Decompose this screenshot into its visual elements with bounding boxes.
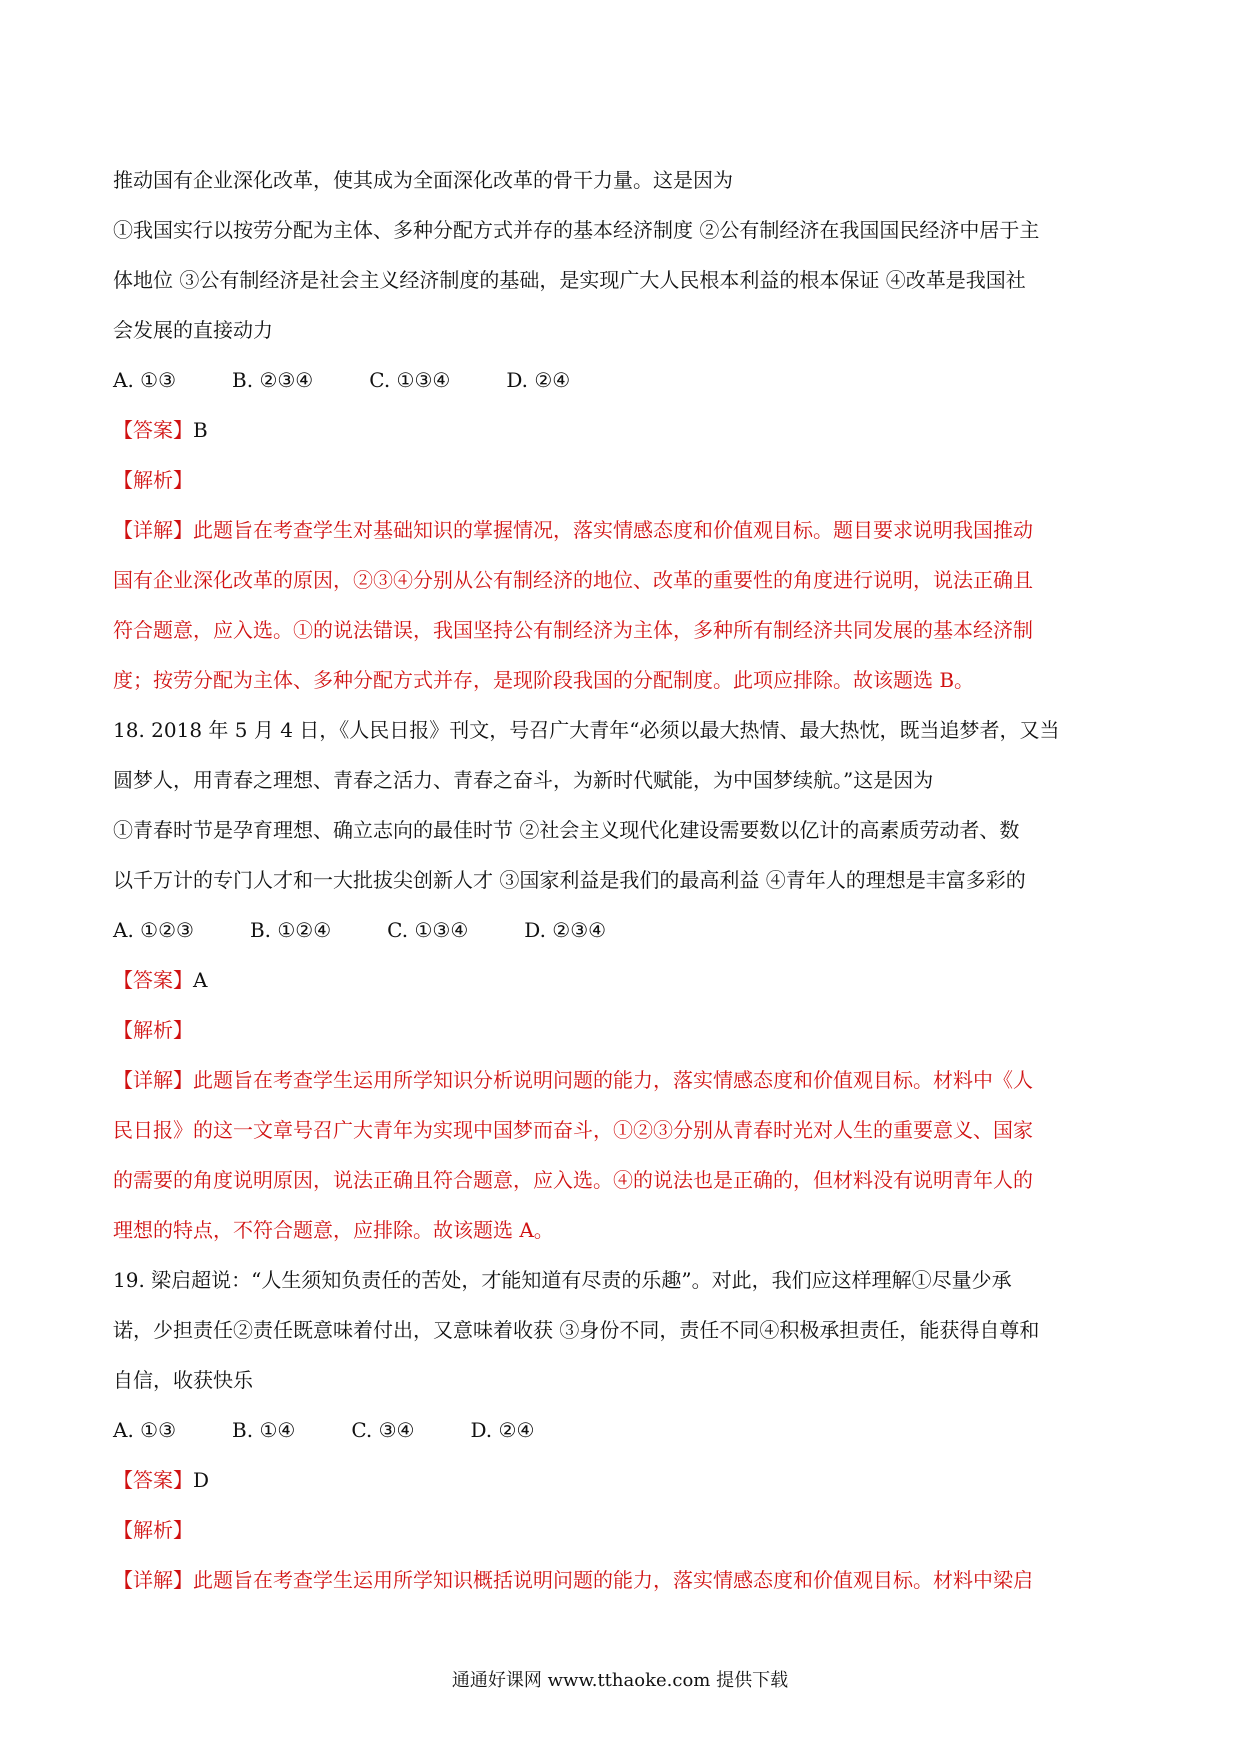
- q18-answer-label: 【答案】: [113, 968, 193, 992]
- q19-answer: [113, 1455, 1133, 1505]
- q18-detail-line-4: 理想的特点，不符合题意，应排除。故该题选 A。: [113, 1218, 554, 1242]
- document-content: [113, 155, 1133, 1605]
- q17-answer-value: B: [193, 418, 208, 442]
- q17-detail-label: 【详解】: [113, 518, 193, 542]
- q18-option-d: D. ②③④: [524, 918, 607, 942]
- q19-option-b: B. ①④: [232, 1418, 296, 1442]
- q17-detail-text-1: 此题旨在考查学生对基础知识的掌握情况，落实情感态度和价值观目标。题目要求说明我国推动: [193, 518, 1033, 542]
- q17-option-d: D. ②④: [506, 368, 571, 392]
- q19-stem-line-3: 自信，收获快乐: [113, 1368, 253, 1392]
- q17-detail-line-1: [113, 505, 1133, 555]
- q17-analysis: [113, 455, 1133, 505]
- q19-option-c: C. ③④: [351, 1418, 415, 1442]
- q17-detail-line-3: 符合题意，应入选。①的说法错误，我国坚持公有制经济为主体，多种所有制经济共同发展的基本经济制: [113, 618, 1033, 642]
- q17-statements-line-1: ①我国实行以按劳分配为主体、多种分配方式并存的基本经济制度 ②公有制经济在我国国民经济中居于主: [113, 218, 1040, 242]
- q19-stem-line-2: 诺，少担责任②责任既意味着付出，又意味着收获 ③身份不同，责任不同④积极承担责任，能获得自尊和: [113, 1318, 1040, 1342]
- q18-stem-line-1: 18. 2018 年 5 月 4 日，《人民日报》刊文，号召广大青年“必须以最大热情、最大热忱，既当追梦者，又当: [113, 718, 1060, 742]
- q18-option-c: C. ①③④: [387, 918, 469, 942]
- q17-option-b: B. ②③④: [232, 368, 314, 392]
- q17-answer: [113, 405, 1133, 455]
- q17-detail-line-2: 国有企业深化改革的原因，②③④分别从公有制经济的地位、改革的重要性的角度进行说明，说法正确且: [113, 568, 1033, 592]
- q18-option-a: A. ①②③: [113, 918, 194, 942]
- q17-analysis-label: 【解析】: [113, 468, 193, 492]
- q17-detail-line-4: 度；按劳分配为主体、多种分配方式并存，是现阶段我国的分配制度。此项应排除。故该题选 B。: [113, 668, 975, 692]
- q18-detail-line-1: [113, 1055, 1133, 1105]
- q18-options: [113, 905, 1133, 955]
- q18-stem-line-2: 圆梦人，用青春之理想、青春之活力、青春之奋斗，为新时代赋能，为中国梦续航。”这是因为: [113, 768, 934, 792]
- q18-answer-value: A: [193, 968, 208, 992]
- q19-option-d: D. ②④: [470, 1418, 535, 1442]
- q18-analysis-label: 【解析】: [113, 1018, 193, 1042]
- q19-option-a: A. ①③: [113, 1418, 177, 1442]
- q18-statements-line-2: 以千万计的专门人才和一大批拔尖创新人才 ③国家利益是我们的最高利益 ④青年人的理想是丰富多彩的: [113, 868, 1026, 892]
- q19-answer-label: 【答案】: [113, 1468, 193, 1492]
- q18-detail-label: 【详解】: [113, 1068, 193, 1092]
- page-footer: 通通好课网 www.tthaoke.com 提供下载: [451, 1670, 789, 1691]
- q19-analysis: [113, 1505, 1133, 1555]
- q18-detail-text-1: 此题旨在考查学生运用所学知识分析说明问题的能力，落实情感态度和价值观目标。材料中《人: [193, 1068, 1033, 1092]
- q17-statements-line-3: 会发展的直接动力: [113, 318, 273, 342]
- q18-answer: [113, 955, 1133, 1005]
- q17-option-a: A. ①③: [113, 368, 177, 392]
- q19-options: [113, 1405, 1133, 1455]
- q19-answer-value: D: [193, 1468, 210, 1492]
- q18-analysis: [113, 1005, 1133, 1055]
- q18-detail-line-2: 民日报》的这一文章号召广大青年为实现中国梦而奋斗，①②③分别从青春时光对人生的重要意义、国家: [113, 1118, 1033, 1142]
- q17-stem-tail: 推动国有企业深化改革，使其成为全面深化改革的骨干力量。这是因为: [113, 168, 733, 192]
- q18-detail-line-3: 的需要的角度说明原因，说法正确且符合题意，应入选。④的说法也是正确的，但材料没有说明青年人的: [113, 1168, 1033, 1192]
- q19-stem-line-1: 19. 梁启超说：“人生须知负责任的苦处，才能知道有尽责的乐趣”。对此，我们应这样理解①尽量少承: [113, 1268, 1012, 1292]
- q19-analysis-label: 【解析】: [113, 1518, 193, 1542]
- q17-answer-label: 【答案】: [113, 418, 193, 442]
- q17-statements-line-2: 体地位 ③公有制经济是社会主义经济制度的基础，是实现广大人民根本利益的根本保证 ④改革是我国社: [113, 268, 1026, 292]
- q17-option-c: C. ①③④: [369, 368, 451, 392]
- q19-detail-label: 【详解】: [113, 1568, 193, 1592]
- q18-option-b: B. ①②④: [249, 918, 332, 942]
- q19-detail-line-1: [113, 1555, 1133, 1605]
- q18-statements-line-1: ①青春时节是孕育理想、确立志向的最佳时节 ②社会主义现代化建设需要数以亿计的高素质劳动者、数: [113, 818, 1020, 842]
- q19-detail-text-1: 此题旨在考查学生运用所学知识概括说明问题的能力，落实情感态度和价值观目标。材料中梁启: [193, 1568, 1033, 1592]
- q17-options: [113, 355, 1133, 405]
